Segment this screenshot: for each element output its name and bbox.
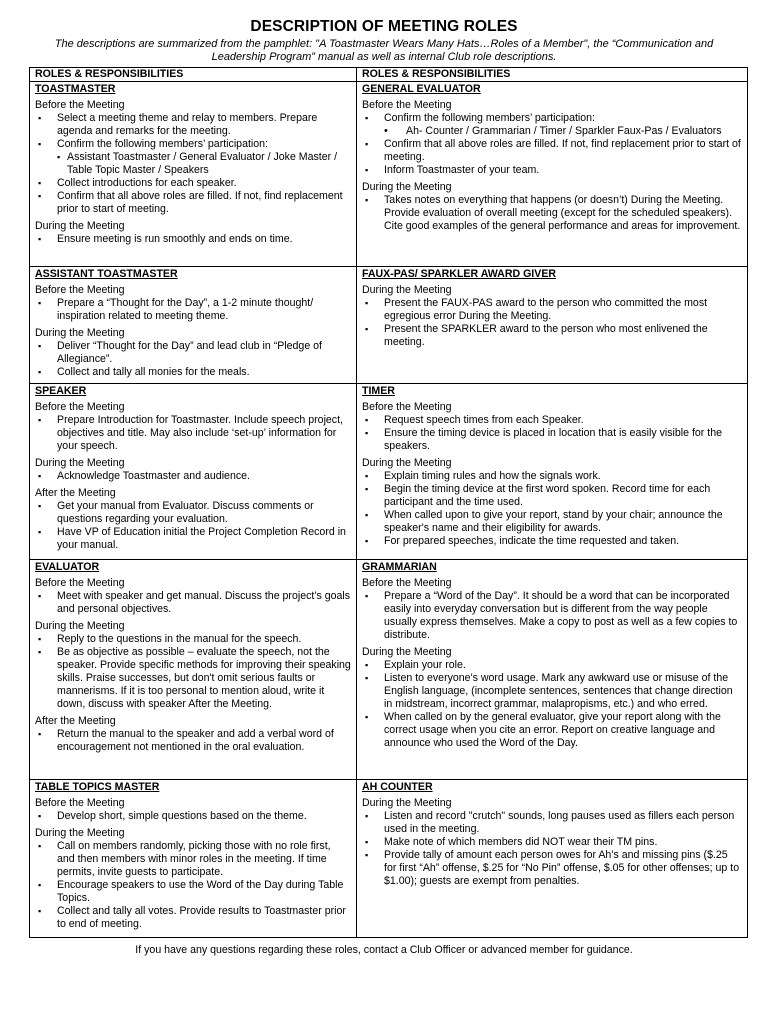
bullet-list	[35, 810, 351, 823]
role-title: ASSISTANT TOASTMASTER	[35, 268, 178, 280]
bullet-list	[35, 633, 351, 711]
sub-bullet-item: ▪ Assistant Toastmaster / General Evaluator / Joke Master / Table Topic Master / Speakers	[35, 151, 351, 177]
phase-heading: Before the Meeting	[362, 401, 452, 413]
role-title: TABLE TOPICS MASTER	[35, 781, 160, 793]
bullet-item: ▪ Confirm the following members’ participation:	[362, 112, 742, 125]
bullet-list	[35, 500, 351, 552]
phase-heading: During the Meeting	[35, 457, 125, 469]
phase-heading: During the Meeting	[362, 646, 452, 658]
phase-heading: Before the Meeting	[35, 401, 125, 413]
role-title: EVALUATOR	[35, 561, 100, 573]
bullet-list	[362, 138, 742, 177]
bullet-item: ▪ Explain timing rules and how the signals work.	[362, 470, 742, 483]
sub-bullet-item: • Ah- Counter / Grammarian / Timer / Sparkler Faux-Pas / Evaluators	[362, 125, 742, 138]
page-subtitle: The descriptions are summarized from the pamphlet: "A Toastmaster Wears Many Hats…Roles of a Member", the “Communication and Leadership Program” manual as well as internal Club role descriptions.	[54, 38, 714, 63]
role-title: TIMER	[362, 385, 395, 397]
bullet-item: ▪ Prepare Introduction for Toastmaster. Include speech project, objectives and title. May also include ‘set-up’ information for your speech.	[35, 414, 351, 453]
page-footer: If you have any questions regarding these roles, contact a Club Officer or advanced member for guidance.	[135, 944, 633, 956]
bullet-item: ▪ Ensure meeting is run smoothly and ends on time.	[35, 233, 351, 246]
role-title: GRAMMARIAN	[362, 561, 437, 573]
bullet-list	[35, 177, 351, 216]
bullet-list	[35, 414, 351, 453]
bullet-item: ▪ Listen to everyone's word usage. Mark any awkward use or misuse of the English language, (incomplete sentences, sentences that change direction in midstream, incorrect grammar, malapropisms, etc.) and who erred.	[362, 672, 742, 711]
phase-heading: During the Meeting	[35, 327, 125, 339]
bullet-item: ▪ Collect and tally all votes. Provide results to Toastmaster prior to end of meeting.	[35, 905, 351, 931]
bullet-list	[362, 194, 742, 233]
bullet-item: ▪ Get your manual from Evaluator. Discuss comments or questions regarding your evaluation.	[35, 500, 351, 526]
phase-heading: Before the Meeting	[35, 284, 125, 296]
bullet-list	[35, 470, 351, 483]
bullet-item: ▪ Acknowledge Toastmaster and audience.	[35, 470, 351, 483]
phase-heading: During the Meeting	[362, 284, 452, 296]
bullet-list	[35, 297, 351, 323]
bullet-item: ▪ Provide tally of amount each person owes for Ah’s and missing pins ($.25 for first “Ah” offense, $.25 for “No Pin” offense, $.05 for other offenses; up to $1.00); guests are exempt from penalties.	[362, 849, 742, 888]
role-row	[30, 384, 748, 560]
phase-heading: Before the Meeting	[362, 99, 452, 111]
phase-heading: Before the Meeting	[35, 797, 125, 809]
bullet-list	[362, 414, 742, 453]
bullet-item: ▪ Confirm the following members’ participation:	[35, 138, 351, 151]
role-row	[30, 560, 748, 780]
bullet-item: ▪ Develop short, simple questions based on the theme.	[35, 810, 351, 823]
bullet-item: ▪ Collect introductions for each speaker.	[35, 177, 351, 190]
role-cell-left	[30, 560, 357, 780]
role-title: AH COUNTER	[362, 781, 433, 793]
roles-table	[29, 67, 748, 938]
role-cell-left	[30, 267, 357, 384]
role-title: SPEAKER	[35, 385, 87, 397]
bullet-item: ▪ Ensure the timing device is placed in location that is easily visible for the speakers.	[362, 427, 742, 453]
bullet-item: ▪ Prepare a “Word of the Day”. It should be a word that can be incorporated easily into everyday conversation but is different from the way people usually express themselves. Make a copy to post as well as a few copies to distribute.	[362, 590, 742, 642]
bullet-list	[35, 728, 351, 754]
bullet-item: ▪ Make note of which members did NOT wear their TM pins.	[362, 836, 742, 849]
bullet-list	[362, 590, 742, 642]
bullet-list	[35, 590, 351, 616]
role-cell-right	[357, 384, 748, 560]
phase-heading: During the Meeting	[362, 457, 452, 469]
role-cell-right	[357, 82, 748, 267]
phase-heading: Before the Meeting	[35, 577, 125, 589]
bullet-list	[362, 810, 742, 888]
bullet-list	[362, 112, 742, 125]
role-cell-left	[30, 82, 357, 267]
bullet-item: ▪ Deliver “Thought for the Day” and lead club in “Pledge of Allegiance”.	[35, 340, 351, 366]
bullet-item: ▪ Listen and record "crutch" sounds, long pauses used as fillers each person used in the meeting.	[362, 810, 742, 836]
bullet-list	[362, 297, 742, 349]
phase-heading: Before the Meeting	[362, 577, 452, 589]
role-row	[30, 82, 748, 267]
role-cell-left	[30, 384, 357, 560]
bullet-list	[35, 233, 351, 246]
table-header-row	[30, 68, 748, 82]
bullet-item: ▪ Inform Toastmaster of your team.	[362, 164, 742, 177]
bullet-item: ▪ Have VP of Education initial the Project Completion Record in your manual.	[35, 526, 351, 552]
role-cell-right	[357, 267, 748, 384]
role-title: GENERAL EVALUATOR	[362, 83, 481, 95]
bullet-list	[35, 112, 351, 151]
role-cell-right	[357, 780, 748, 938]
bullet-item: ▪ Takes notes on everything that happens (or doesn’t) During the Meeting. Provide evaluation of overall meeting (except for the scheduled speakers). Cite good examples of the general performance and areas for improvement.	[362, 194, 742, 233]
bullet-list	[35, 340, 351, 379]
role-title: TOASTMASTER	[35, 83, 116, 95]
role-row	[30, 780, 748, 938]
bullet-item: ▪ For prepared speeches, indicate the time requested and taken.	[362, 535, 742, 548]
bullet-item: ▪ Confirm that all above roles are filled. If not, find replacement prior to start of meeting.	[362, 138, 742, 164]
bullet-item: ▪ Reply to the questions in the manual for the speech.	[35, 633, 351, 646]
role-row	[30, 267, 748, 384]
bullet-item: ▪ Return the manual to the speaker and add a verbal word of encouragement not mentioned in the oral evaluation.	[35, 728, 351, 754]
bullet-item: ▪ Collect and tally all monies for the meals.	[35, 366, 351, 379]
bullet-item: ▪ Encourage speakers to use the Word of the Day during Table Topics.	[35, 879, 351, 905]
bullet-list	[362, 470, 742, 548]
bullet-list	[362, 659, 742, 750]
phase-heading: During the Meeting	[35, 827, 125, 839]
bullet-item: ▪ Be as objective as possible – evaluate the speech, not the speaker. Provide specific methods for improving their speaking skills. Praise successes, but don't omit serious faults or mannerisms. If it is too personal to mention aloud, write it down, discuss with speaker After the Meeting.	[35, 646, 351, 711]
phase-heading: During the Meeting	[35, 620, 125, 632]
bullet-list	[35, 840, 351, 931]
phase-heading: During the Meeting	[35, 220, 125, 232]
phase-heading: During the Meeting	[362, 797, 452, 809]
bullet-item: ▪ Begin the timing device at the first word spoken. Record time for each participant and the time used.	[362, 483, 742, 509]
bullet-item: ▪ Select a meeting theme and relay to members. Prepare agenda and remarks for the meeting.	[35, 112, 351, 138]
column-header-left: ROLES & RESPONSIBILITIES	[30, 68, 357, 82]
role-cell-left	[30, 780, 357, 938]
page-title: DESCRIPTION OF MEETING ROLES	[250, 18, 518, 35]
bullet-item: ▪ Explain your role.	[362, 659, 742, 672]
bullet-item: ▪ Confirm that all above roles are filled. If not, find replacement prior to start of meeting.	[35, 190, 351, 216]
phase-heading: After the Meeting	[35, 487, 116, 499]
bullet-item: ▪ When called upon to give your report, stand by your chair; announce the speaker's name and their eligibility for awards.	[362, 509, 742, 535]
role-cell-right	[357, 560, 748, 780]
phase-heading: After the Meeting	[35, 715, 116, 727]
bullet-item: ▪ Call on members randomly, picking those with no role first, and then members with minor roles in the meeting. If time permits, invite guests to participate.	[35, 840, 351, 879]
bullet-item: ▪ Present the SPARKLER award to the person who most enlivened the meeting.	[362, 323, 742, 349]
role-title: FAUX-PAS/ SPARKLER AWARD GIVER	[362, 268, 557, 280]
bullet-item: ▪ When called on by the general evaluator, give your report along with the correct usage when you cite an error. Report on creative language and announce who used the Word of the Day.	[362, 711, 742, 750]
sub-bullet-list	[35, 151, 351, 177]
phase-heading: During the Meeting	[362, 181, 452, 193]
phase-heading: Before the Meeting	[35, 99, 125, 111]
bullet-item: ▪ Meet with speaker and get manual. Discuss the project’s goals and personal objectives.	[35, 590, 351, 616]
bullet-item: ▪ Request speech times from each Speaker.	[362, 414, 742, 427]
bullet-item: ▪ Prepare a “Thought for the Day”, a 1-2 minute thought/ inspiration related to meeting theme.	[35, 297, 351, 323]
column-header-right: ROLES & RESPONSIBILITIES	[357, 68, 748, 82]
bullet-item: ▪ Present the FAUX-PAS award to the person who committed the most egregious error During the Meeting.	[362, 297, 742, 323]
sub-bullet-list	[362, 125, 742, 138]
